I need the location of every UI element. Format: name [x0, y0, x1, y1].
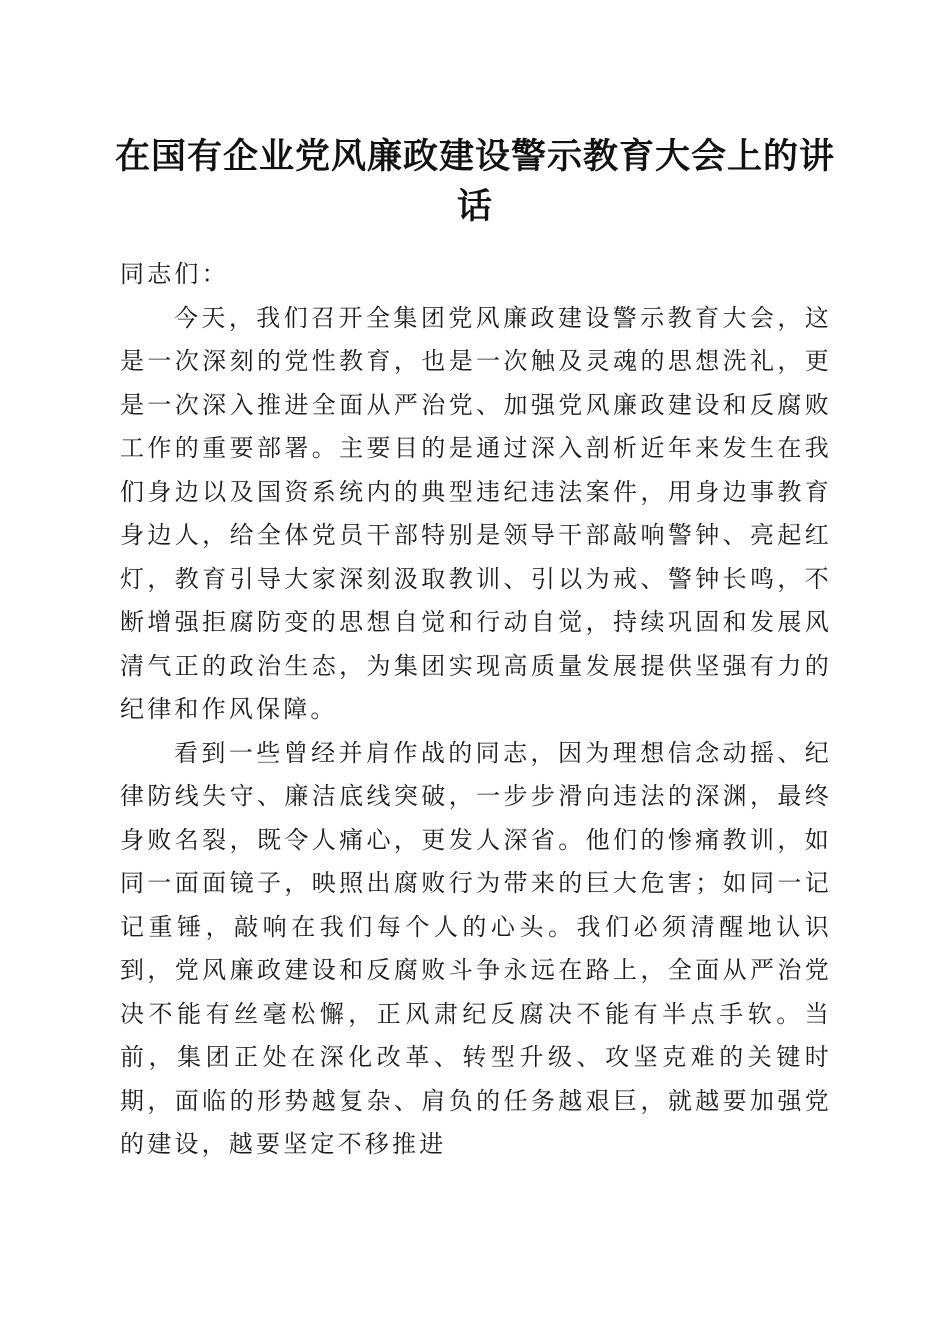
- document-title: 在国有企业党风廉政建设警示教育大会上的讲话: [114, 136, 835, 227]
- paragraph-2: 看到一些曾经并肩作战的同志，因为理想信念动摇、纪律防线失守、廉洁底线突破，一步步滑向违法的深渊，最终身败名裂，既令人痛心，更发人深省。他们的惨痛教训，如同一面面镜子，映照出腐败行为带来的巨大危害；如同一记记重锤，敲响在我们每个人的心头。我们必须清醒地认识到，党风廉政建设和反腐败斗争永远在路上，全面从严治党决不能有丝毫松懈，正风肃纪反腐决不能有半点手软。当前，集团正处在深化改革、转型升级、攻坚克难的关键时期，面临的形势越复杂、肩负的任务越艰巨，就越要加强党的建设，越要坚定不移推进: [120, 738, 832, 1158]
- paragraph-1: 今天，我们召开全集团党风廉政建设警示教育大会，这是一次深刻的党性教育，也是一次触及灵魂的思想洗礼，更是一次深入推进全面从严治党、加强党风廉政建设和反腐败工作的重要部署。主要目的是通过深入剖析近年来发生在我们身边以及国资系统内的典型违纪违法案件，用身边事教育身边人，给全体党员干部特别是领导干部敲响警钟、亮起红灯，教育引导大家深刻汲取教训、引以为戒、警钟长鸣，不断增强拒腐防变的思想自觉和行动自觉，持续巩固和发展风清气正的政治生态，为集团实现高质量发展提供坚强有力的纪律和作风保障。: [120, 303, 832, 723]
- document-body: [120, 253, 832, 1167]
- salutation: 同志们：: [120, 260, 229, 288]
